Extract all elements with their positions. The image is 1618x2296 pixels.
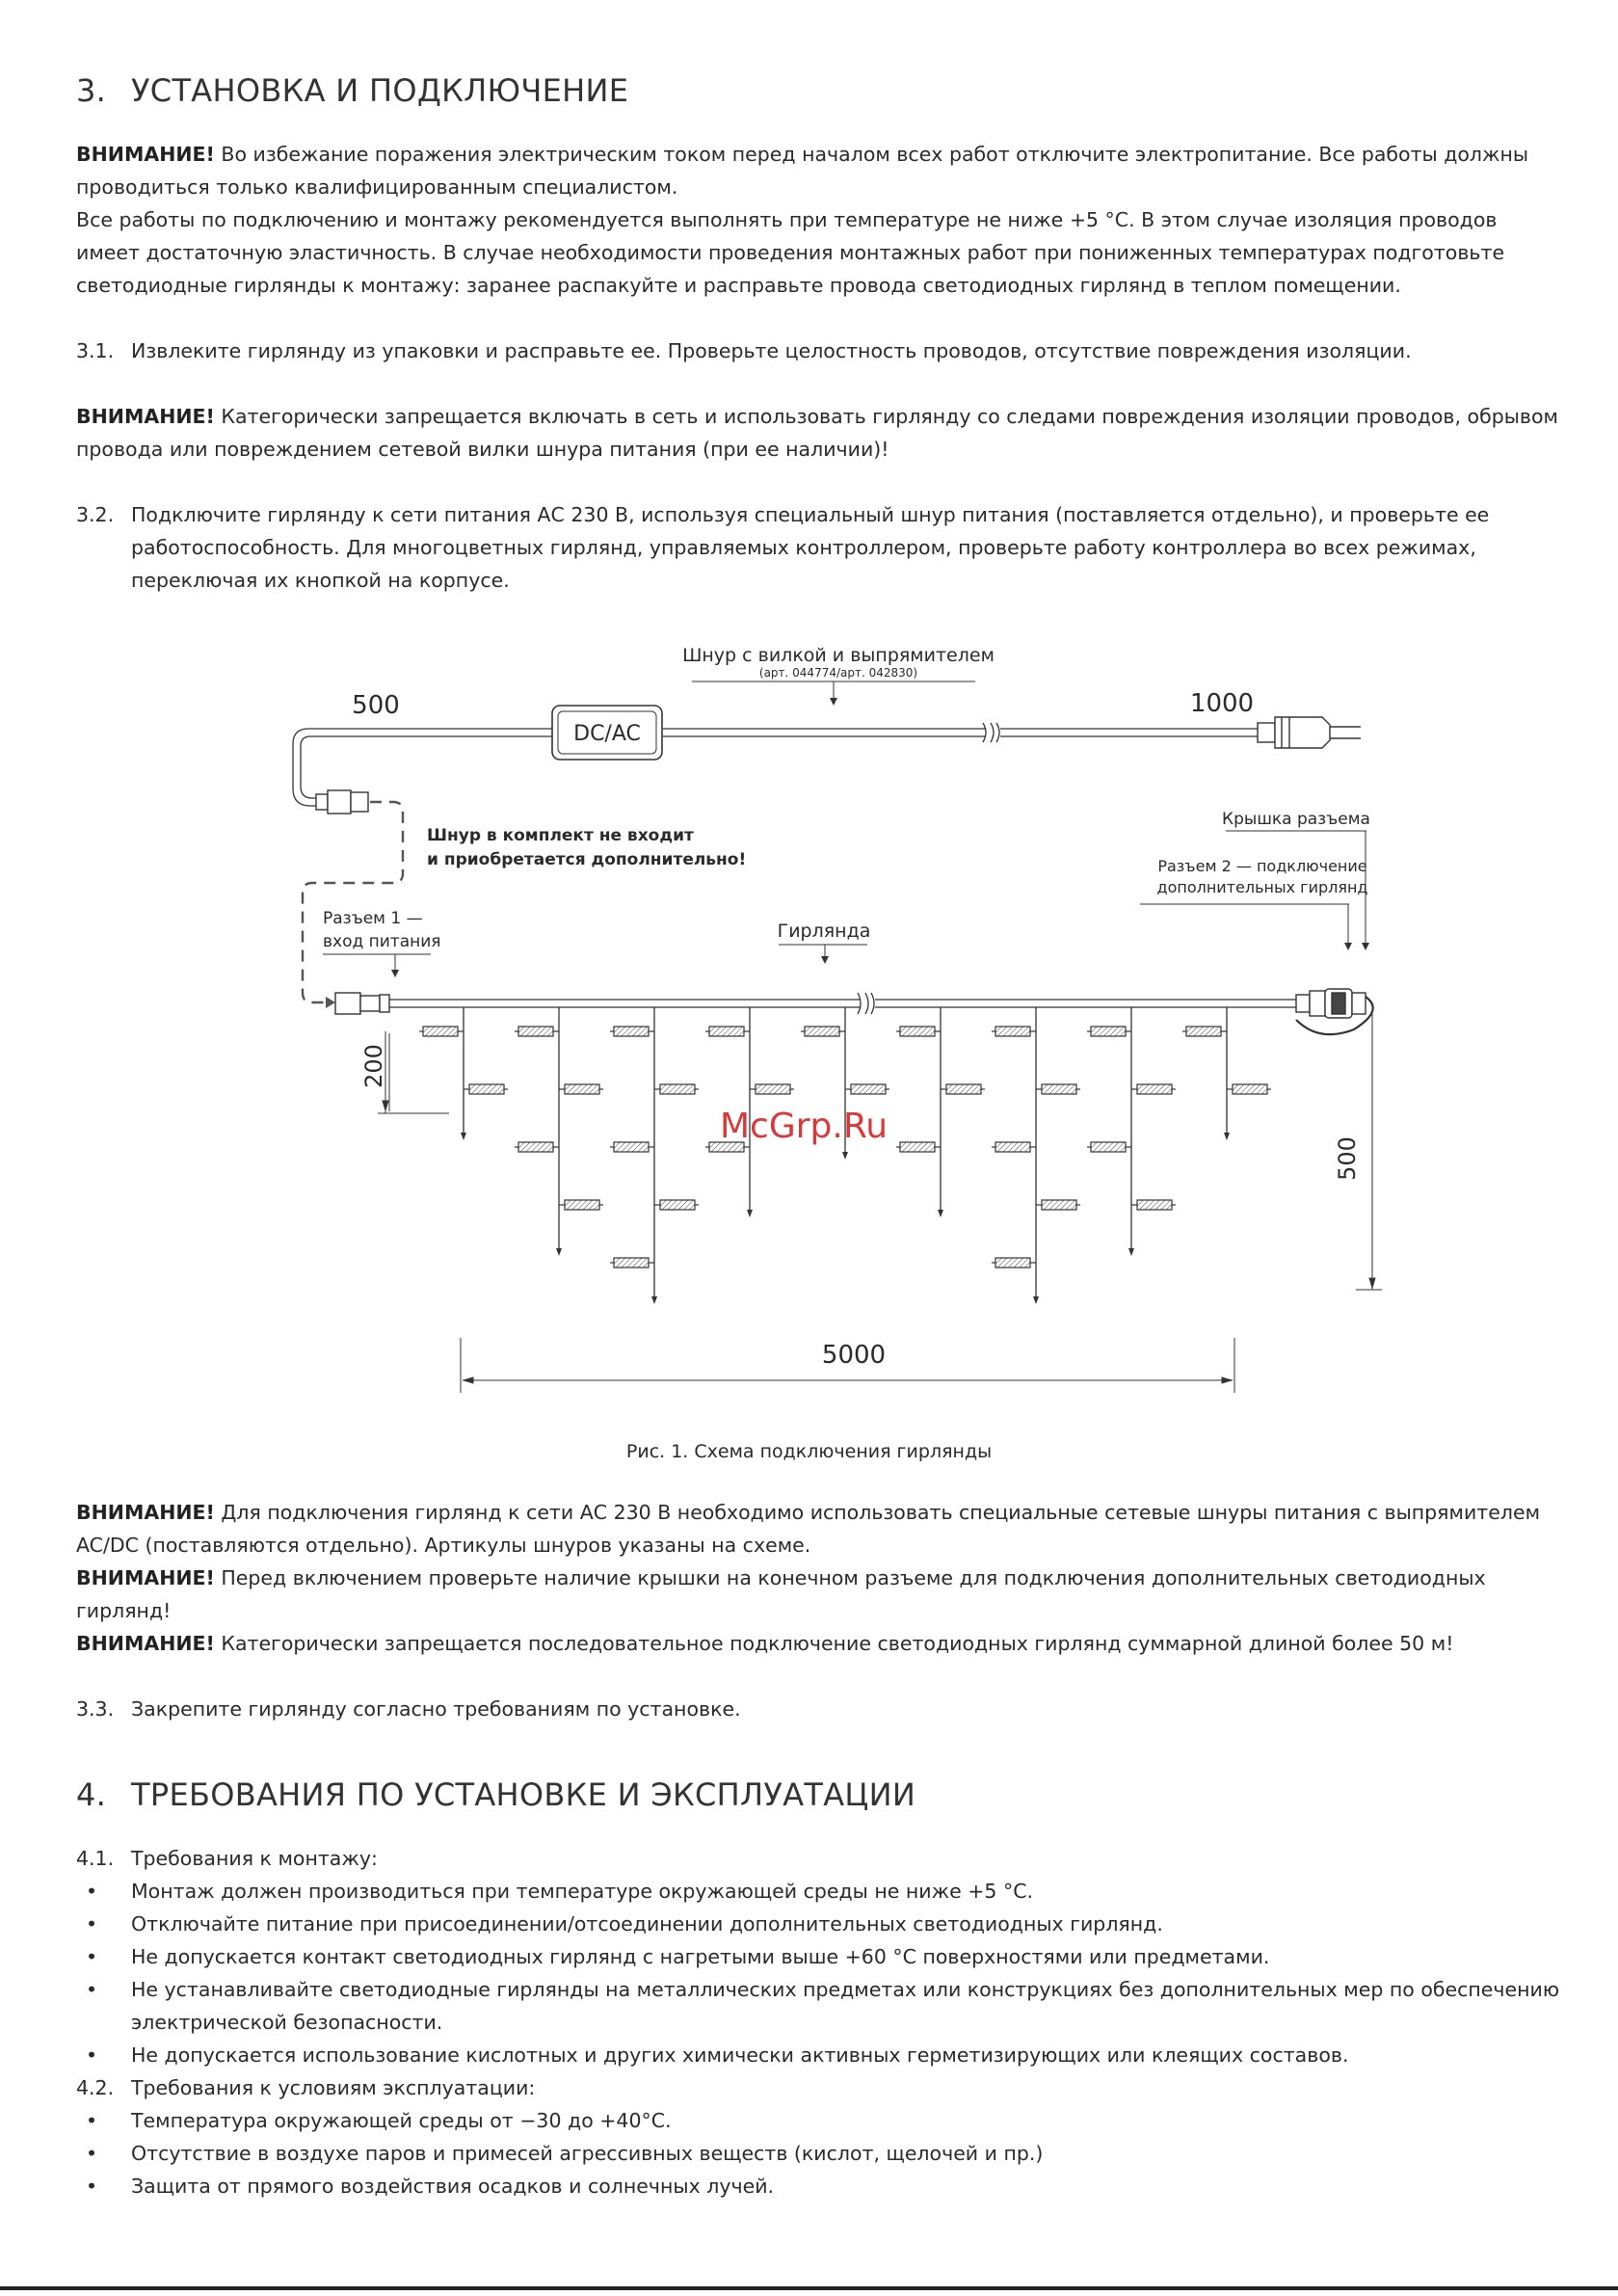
garland-main-wire <box>389 993 1296 1014</box>
item-4-2-text: Требования к условиям эксплуатации: <box>131 2076 536 2099</box>
connector-2-label-line-1: Разъем 2 — подключение <box>1157 857 1367 875</box>
garland-drop <box>419 1007 508 1140</box>
led-bulb <box>515 1027 557 1036</box>
operate-bullet-2 <box>76 2137 1560 2170</box>
item-4-1 <box>76 1842 1560 1875</box>
connector-1-label-line-2: вход питания <box>323 932 441 951</box>
led-bulb <box>1038 1200 1080 1210</box>
not-included-line-2: и приобретается дополнительно! <box>427 850 747 869</box>
dimension-1000: 1000 <box>1189 689 1255 718</box>
dimension-500-top: 500 <box>352 691 400 720</box>
drop-tip <box>1128 1248 1134 1256</box>
drop-tip <box>1033 1296 1039 1304</box>
bullet-icon: • <box>86 2109 98 2132</box>
connector-2-arrowhead <box>1344 943 1352 950</box>
mount-bullet-2 <box>76 1908 1560 1940</box>
item-3-1 <box>76 334 1560 367</box>
connector-2 <box>1296 989 1373 1034</box>
item-3-2-text: Подключите гирлянду к сети питания АС 230 В, используя специальный шнур питания (поставляется отдельно), и проверьте ее работоспособность. Для многоцветных гирлянд, управляемых контроллером, проверьте работу контроллера во всех режимах, переключая их кнопкой на корпусе. <box>131 503 1490 592</box>
led-bulb <box>1038 1084 1080 1094</box>
item-3-3-number: 3.3. <box>76 1697 115 1721</box>
section-3-number: 3. <box>76 72 107 109</box>
led-bulb <box>992 1142 1034 1152</box>
plug-icon <box>1258 717 1361 748</box>
drop-tip <box>1224 1133 1230 1140</box>
led-bulb <box>610 1142 652 1152</box>
power-cord <box>663 723 1258 742</box>
bullet-icon: • <box>86 1912 98 1936</box>
drop-tip <box>461 1133 466 1140</box>
item-4-1-text: Требования к монтажу: <box>131 1847 378 1870</box>
section-4-title: ТРЕБОВАНИЯ ПО УСТАНОВКЕ И ЭКСПЛУАТАЦИИ <box>131 1776 916 1813</box>
connector-2-label-line-2: дополнительных гирлянд <box>1156 878 1368 896</box>
garland-drop <box>515 1007 603 1256</box>
section-3-title: УСТАНОВКА И ПОДКЛЮЧЕНИЕ <box>131 72 629 109</box>
led-bulb <box>1182 1027 1225 1036</box>
item-3-1-number: 3.1. <box>76 339 115 362</box>
mount-bullet-3 <box>76 1940 1560 1973</box>
warning-4 <box>76 1562 1560 1627</box>
led-bulb <box>1133 1200 1176 1210</box>
led-bulb <box>515 1142 557 1152</box>
drop-tip <box>747 1210 753 1217</box>
drop-tip <box>842 1152 848 1160</box>
garland-drop <box>1182 1007 1271 1140</box>
section-4-number: 4. <box>76 1776 107 1813</box>
operate-bullet-text: Температура окружающей среды от −30 до +40°С. <box>131 2109 672 2132</box>
led-bulb <box>705 1027 748 1036</box>
bullet-icon: • <box>86 1978 98 2001</box>
mount-bullet-text: Отключайте питание при присоединении/отсоединении дополнительных светодиодных гирлянд. <box>131 1912 1163 1936</box>
drop-tip <box>938 1210 943 1217</box>
mount-bullet-text: Не допускается контакт светодиодных гирлянд с нагретыми выше +60 °С поверхностями или предметами. <box>131 1945 1270 1968</box>
garland-drop <box>896 1007 985 1217</box>
warning-2-text: Категорически запрещается включать в сеть и использовать гирлянду со следами повреждения изоляции проводов, обрывом провода или повреждением сетевой вилки шнура питания (при ее наличии)! <box>76 405 1559 461</box>
warning-2-label: ВНИМАНИЕ! <box>76 405 215 428</box>
led-bulb <box>847 1084 889 1094</box>
warning-3-label: ВНИМАНИЕ! <box>76 1501 215 1524</box>
operate-bullet-1 <box>76 2104 1560 2137</box>
cord-articles: (арт. 044774/арт. 042830) <box>758 666 918 680</box>
dc-ac-label: DC/AC <box>573 722 641 746</box>
cord-label-arrowhead <box>830 698 837 706</box>
led-bulb <box>752 1084 794 1094</box>
figure-caption: Рис. 1. Схема подключения гирлянды <box>625 1441 993 1462</box>
led-bulb <box>610 1027 652 1036</box>
bullet-icon: • <box>86 1880 98 1903</box>
garland-label-arrowhead <box>821 956 829 964</box>
led-bulb <box>1229 1084 1271 1094</box>
output-connector <box>316 790 368 814</box>
operate-bullet-3 <box>76 2170 1560 2203</box>
dashed-extension-cord <box>303 802 403 1002</box>
footer-rule <box>0 2286 1618 2290</box>
item-3-2-number: 3.2. <box>76 503 115 526</box>
connector-1-arrowhead <box>391 970 399 977</box>
led-bulb <box>1087 1027 1129 1036</box>
cord-label: Шнур с вилкой и выпрямителем <box>682 645 995 666</box>
mount-bullet-text: Не допускается использование кислотных и других химически активных герметизирующих или клеящих составов. <box>131 2043 1349 2067</box>
warning-1-label: ВНИМАНИЕ! <box>76 143 215 166</box>
operate-bullet-text: Защита от прямого воздействия осадков и солнечных лучей. <box>131 2175 775 2198</box>
connection-diagram <box>0 617 1618 1484</box>
warning-3 <box>76 1496 1560 1562</box>
led-bulb <box>801 1027 843 1036</box>
item-4-2-number: 4.2. <box>76 2076 115 2099</box>
led-bulb <box>656 1084 699 1094</box>
led-bulb <box>896 1027 939 1036</box>
item-3-1-text: Извлеките гирлянду из упаковки и расправьте ее. Проверьте целостность проводов, отсутствие повреждения изоляции. <box>131 339 1412 362</box>
garland-drop <box>610 1007 699 1304</box>
garland-label: Гирлянда <box>777 921 871 942</box>
cap-label-arrowhead <box>1362 943 1369 950</box>
dashed-cord-arrowhead <box>326 997 335 1008</box>
mount-bullet-4 <box>76 1973 1560 2039</box>
warning-4-text: Перед включением проверьте наличие крышки на конечном разъеме для подключения дополнительных светодиодных гирлянд! <box>76 1566 1486 1622</box>
warning-3-text: Для подключения гирлянд к сети АС 230 В необходимо использовать специальные сетевые шнуры питания с выпрямителем AC/DC (поставляются отдельно). Артикулы шнуров указаны на схеме. <box>76 1501 1541 1557</box>
connector-1-label-line-1: Разъем 1 — <box>323 909 423 928</box>
dimension-200-label: 200 <box>360 1044 387 1088</box>
led-bulb <box>465 1084 508 1094</box>
bullet-icon: • <box>86 1945 98 1968</box>
led-bulb <box>1087 1142 1129 1152</box>
garland-drop <box>992 1007 1080 1304</box>
led-bulb <box>419 1027 462 1036</box>
dimension-200 <box>378 1031 449 1113</box>
bullet-icon: • <box>86 2175 98 2198</box>
dimension-500-right-label: 500 <box>1334 1136 1361 1181</box>
item-3-2 <box>76 498 1560 597</box>
warning-5 <box>76 1627 1560 1660</box>
warning-5-text: Категорически запрещается последовательное подключение светодиодных гирлянд суммарной длиной более 50 м! <box>214 1632 1454 1655</box>
led-bulb <box>656 1200 699 1210</box>
mount-bullet-text: Не устанавливайте светодиодные гирлянды на металлических предметах или конструкциях без дополнительных мер по обеспечению электрической безопасности. <box>131 1978 1560 2034</box>
garland-drop <box>1087 1007 1176 1256</box>
led-bulb <box>896 1142 939 1152</box>
dimension-5000-label: 5000 <box>821 1341 887 1370</box>
dc-ac-converter <box>552 706 662 760</box>
item-3-3-text: Закрепите гирлянду согласно требованиям по установке. <box>131 1697 741 1721</box>
mount-bullet-5 <box>76 2039 1560 2071</box>
item-4-1-number: 4.1. <box>76 1847 115 1870</box>
mount-bullet-1 <box>76 1875 1560 1908</box>
led-bulb <box>561 1200 603 1210</box>
item-3-3 <box>76 1693 1560 1725</box>
warning-2 <box>76 400 1560 466</box>
warning-1 <box>76 138 1560 203</box>
cap-label: Крышка разъема <box>1222 810 1370 829</box>
led-bulb <box>610 1258 652 1268</box>
mount-bullet-text: Монтаж должен производиться при температуре окружающей среды не ниже +5 °С. <box>131 1880 1034 1903</box>
not-included-line-1: Шнур в комплект не входит <box>427 826 694 845</box>
operate-bullet-text: Отсутствие в воздухе паров и примесей агрессивных веществ (кислот, щелочей и пр.) <box>131 2142 1044 2165</box>
warning-5-label: ВНИМАНИЕ! <box>76 1632 215 1655</box>
drop-tip <box>651 1296 657 1304</box>
watermark: McGrp.Ru <box>719 1107 889 1146</box>
bullet-icon: • <box>86 2142 98 2165</box>
led-bulb <box>1133 1084 1176 1094</box>
item-4-2 <box>76 2071 1560 2104</box>
led-bulb <box>992 1027 1034 1036</box>
warning-4-label: ВНИМАНИЕ! <box>76 1566 215 1589</box>
paragraph-temperature: Все работы по подключению и монтажу рекомендуется выполнять при температуре не ниже +5 °С. В этом случае изоляция проводов имеет достаточную эластичность. В случае необходимости проведения монтажных работ при пониженных температурах подготовьте светодиодные гирлянды к монтажу: заранее распакуйте и расправьте провода светодиодных гирлянд в теплом помещении. <box>76 208 1505 297</box>
led-bulb <box>942 1084 985 1094</box>
led-bulb <box>992 1258 1034 1268</box>
garland-drops <box>419 1007 1271 1304</box>
drop-tip <box>556 1248 562 1256</box>
connector-1 <box>335 993 389 1014</box>
led-bulb <box>561 1084 603 1094</box>
section-3-heading <box>76 72 628 109</box>
warning-1-text: Во избежание поражения электрическим током перед началом всех работ отключите электропитание. Все работы должны проводиться только квалифицированным специалистом. <box>76 143 1529 199</box>
bullet-icon: • <box>86 2043 98 2067</box>
diagram-svg <box>0 617 1618 1484</box>
section-4-heading <box>76 1776 915 1813</box>
